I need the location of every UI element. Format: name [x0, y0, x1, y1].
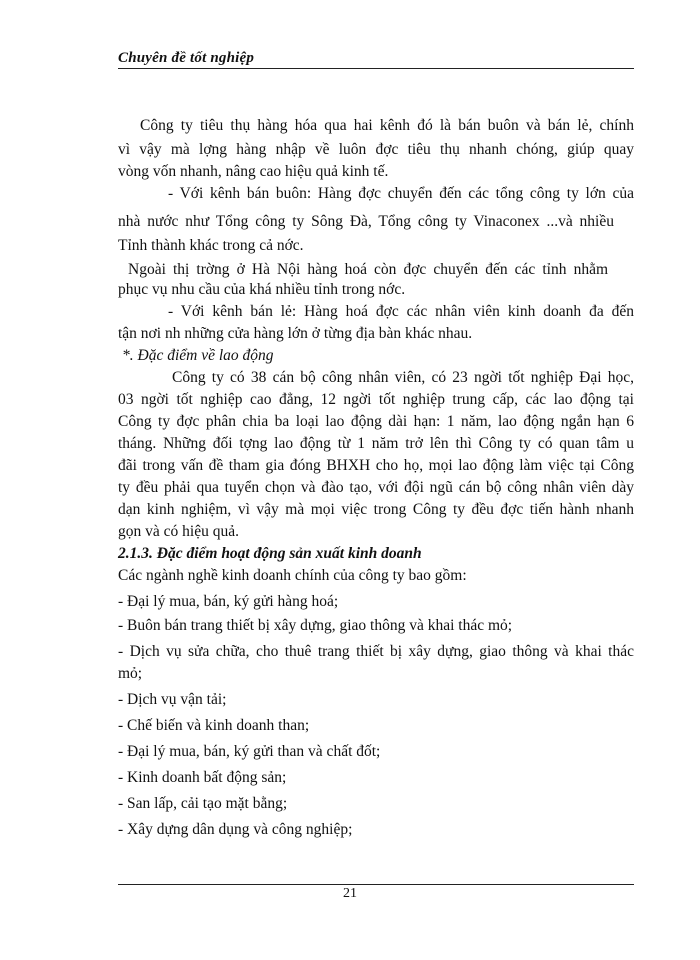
paragraph-line: Công ty có 38 cán bộ công nhân viên, có 23 ngời tốt nghiệp Đại học,	[172, 369, 634, 386]
list-item: - Kinh doanh bất động sản;	[118, 769, 287, 786]
page-header	[118, 50, 634, 69]
paragraph-line: nhà nước như Tổng công ty Sông Đà, Tổng công ty Vinaconex ...và nhiều	[118, 213, 614, 230]
business-intro: Các ngành nghề kinh doanh chính của công ty bao gồm:	[118, 567, 467, 584]
paragraph-line: đãi trong vấn đề tham gia đóng BHXH cho họ, mọi lao động làm việc tại Công	[118, 457, 634, 474]
paragraph-line: - Với kênh bán buôn: Hàng đợc chuyển đến các tổng công ty lớn của	[168, 185, 634, 202]
paragraph-line: Công ty đợc phân chia ba loại lao động dài hạn: 1 năm, lao động ngắn hạn 6	[118, 413, 634, 430]
list-item: - Đại lý mua, bán, ký gửi hàng hoá;	[118, 593, 339, 610]
list-item: - Đại lý mua, bán, ký gửi than và chất đốt;	[118, 743, 381, 760]
section-heading-labor: *. Đặc điểm về lao động	[122, 347, 274, 364]
paragraph-line: Ngoài thị trờng ở Hà Nội hàng hoá còn đợc chuyển đến các tỉnh nhằm	[128, 261, 608, 278]
section-heading-business: 2.1.3. Đặc điểm hoạt động sản xuất kinh doanh	[118, 545, 422, 562]
page-number: 21	[343, 886, 357, 901]
paragraph-line: 03 ngời tốt nghiệp cao đẳng, 12 ngời tốt nghiệp trung cấp, các lao động tại	[118, 391, 634, 408]
list-item: - Xây dựng dân dụng và công nghiệp;	[118, 821, 353, 838]
paragraph-line: gọn và có hiệu quả.	[118, 523, 239, 540]
paragraph-line: tháng. Những đối tợng lao động từ 1 năm trở lên thì Công ty có quan tâm u	[118, 435, 634, 452]
paragraph-line: vòng vốn nhanh, nâng cao hiệu quả kinh tế.	[118, 163, 389, 180]
list-item: - Buôn bán trang thiết bị xây dựng, giao thông và khai thác mỏ;	[118, 617, 513, 634]
paragraph-line: dạn kinh nghiệm, vì vậy mà mọi việc trong Công ty đều đợc tiến hành nhanh	[118, 501, 634, 518]
list-item: - Dịch vụ sửa chữa, cho thuê trang thiết bị xây dựng, giao thông và khai thác	[118, 643, 634, 660]
paragraph-line: Công ty tiêu thụ hàng hóa qua hai kênh đó là bán buôn và bán lẻ, chính	[140, 117, 634, 134]
list-item: - Dịch vụ vận tải;	[118, 691, 227, 708]
paragraph-line: phục vụ nhu cầu của khá nhiều tỉnh trong nớc.	[118, 281, 406, 298]
paragraph-line: tận nơi nh những cửa hàng lớn ở từng địa bàn khác nhau.	[118, 325, 473, 342]
footer-rule	[118, 884, 634, 885]
list-item: mỏ;	[118, 665, 143, 682]
list-item: - San lấp, cải tạo mặt bằng;	[118, 795, 288, 812]
paragraph-line: Tỉnh thành khác trong cả nớc.	[118, 237, 304, 254]
list-item: - Chế biến và kinh doanh than;	[118, 717, 310, 734]
paragraph-line: ty đều phải qua tuyển chọn và đào tạo, với đội ngũ cán bộ công nhân viên dày	[118, 479, 634, 496]
paragraph-line: - Với kênh bán lẻ: Hàng hoá đợc các nhân viên kinh doanh đa đến	[168, 303, 634, 320]
paragraph-line: vì vậy mà lợng hàng nhập về luôn đợc tiêu thụ nhanh chóng, giúp quay	[118, 141, 634, 158]
header-title: Chuyên đề tốt nghiệp	[118, 50, 255, 66]
